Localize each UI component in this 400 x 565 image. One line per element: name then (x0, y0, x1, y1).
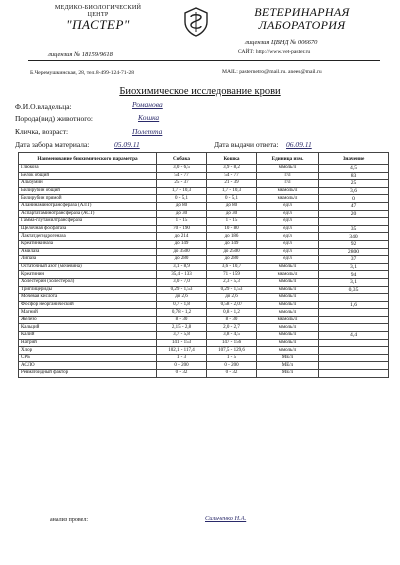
unit-cell: ммоль/л (257, 347, 319, 355)
cat-range-cell: 147 - 156 (207, 339, 257, 347)
cat-range-cell: 10 - 80 (207, 225, 257, 233)
cat-range-cell: 2,0 - 2,7 (207, 324, 257, 332)
value-cell: 25 (319, 180, 389, 188)
dog-range-cell: до 149 (157, 240, 207, 248)
dog-range-cell: 0 - 32 (157, 370, 207, 378)
table-row (19, 180, 389, 188)
parameter-cell: Глюкоза (19, 165, 157, 173)
value-cell (319, 339, 389, 347)
parameter-cell: Креатинкиназа (19, 240, 157, 248)
dog-range-cell: 141 - 153 (157, 339, 207, 347)
dog-range-cell: 3,0 - 7,0 (157, 278, 207, 286)
site-line: САЙТ: http://www.vet-paster.ru (238, 49, 311, 55)
center-header (28, 4, 168, 32)
cat-range-cell: 0 - 32 (207, 370, 257, 378)
cat-range-cell: 21 - 39 (207, 180, 257, 188)
parameter-cell: Мочевая кислота (19, 294, 157, 302)
table-row (19, 271, 389, 279)
value-cell: 47 (319, 202, 389, 210)
dog-range-cell: до 280 (157, 256, 207, 264)
header-unit: Единица изм. (257, 153, 319, 165)
dog-range-cell: 102,1 - 117,4 (157, 347, 207, 355)
cat-range-cell: до 2500 (207, 248, 257, 256)
table-row (19, 301, 389, 309)
dog-range-cell: 0 - 200 (157, 362, 207, 370)
issue-date-value: 06.09.11 (286, 140, 312, 149)
value-cell: 20 (319, 210, 389, 218)
cat-range-cell: 54 - 77 (207, 172, 257, 180)
cat-range-cell: 1 - 5 (207, 354, 257, 362)
cat-range-cell: до 80 (207, 202, 257, 210)
value-cell: 0,35 (319, 286, 389, 294)
value-cell: 0 (319, 195, 389, 203)
parameter-cell: Железо (19, 316, 157, 324)
owner-label: Ф.И.О.владельца: (15, 102, 72, 111)
cat-range-cell: 71 - 159 (207, 271, 257, 279)
cat-range-cell: 0,58 - 2,07 (207, 301, 257, 309)
parameter-cell: Триглицериды (19, 286, 157, 294)
lab-line2: ЛАБОРАТОРИЯ (258, 18, 346, 32)
lab-logo-icon (183, 7, 209, 37)
parameter-cell: Остаточный азот (мочевина) (19, 263, 157, 271)
cat-range-cell: до 186 (207, 233, 257, 241)
parameter-cell: Ревматоидный фактор (19, 370, 157, 378)
unit-cell: ед/л (257, 240, 319, 248)
table-row (19, 332, 389, 340)
unit-cell: ед/л (257, 210, 319, 218)
table-row (19, 233, 389, 241)
parameter-cell: Билирубин общий (19, 187, 157, 195)
dog-range-cell: до 80 (157, 202, 207, 210)
value-cell: 37 (319, 256, 389, 264)
dog-range-cell: 1 - 3 (157, 354, 207, 362)
cat-range-cell: до 30 (207, 210, 257, 218)
unit-cell: ммоль/л (257, 339, 319, 347)
cat-range-cell: 8 - 30 (207, 316, 257, 324)
dog-range-cell: 8 - 30 (157, 316, 207, 324)
mail-line: MAIL: pasternetro@mail.ru. anees@mail.ru (222, 69, 322, 75)
parameter-cell: АСЛО (19, 362, 157, 370)
parameter-cell: Альбумин (19, 180, 157, 188)
species-label: Порода(вид) животного: (15, 114, 93, 123)
unit-cell: ед/л (257, 248, 319, 256)
parameter-cell: СРБ (19, 354, 157, 362)
value-cell: 4,4 (319, 332, 389, 340)
header-divider (28, 60, 380, 61)
value-cell: 3,1 (319, 278, 389, 286)
table-row (19, 172, 389, 180)
value-cell: 1,6 (319, 301, 389, 309)
table-row (19, 370, 389, 378)
unit-cell: ед/л (257, 256, 319, 264)
table-row (19, 278, 389, 286)
center-line1: МЕДИКО-БИОЛОГИЧЕСКИЙ (54, 4, 142, 11)
parameter-cell: Натрий (19, 339, 157, 347)
unit-cell: г/л (257, 180, 319, 188)
lab-line1: ВЕТЕРИНАРНАЯ (254, 5, 350, 19)
unit-cell: ммоль/л (257, 301, 319, 309)
parameter-cell: Хлор (19, 347, 157, 355)
cat-range-cell: 3,6 - 10,7 (207, 263, 257, 271)
dog-range-cell: 0 - 5,1 (157, 195, 207, 203)
unit-cell: ммоль/л (257, 309, 319, 317)
dog-range-cell: 70 - 190 (157, 225, 207, 233)
cat-range-cell: 107,5 - 129,6 (207, 347, 257, 355)
unit-cell: ммоль/л (257, 294, 319, 302)
value-cell (319, 309, 389, 317)
table-row (19, 309, 389, 317)
license-right: лицензия ЦВНД № 006670 (245, 39, 318, 46)
table-row (19, 256, 389, 264)
unit-cell: г/л (257, 172, 319, 180)
parameter-cell: Холестерин (холестерол) (19, 278, 157, 286)
parameter-cell: Лактатдегидрогеназа (19, 233, 157, 241)
value-cell (319, 218, 389, 226)
dog-range-cell: 3,1 - 8,9 (157, 263, 207, 271)
cat-range-cell: 0,8 - 1,2 (207, 309, 257, 317)
cat-range-cell: до 149 (207, 240, 257, 248)
table-row (19, 195, 389, 203)
unit-cell: мкмоль/л (257, 195, 319, 203)
cat-range-cell: до 280 (207, 256, 257, 264)
value-cell: 92 (319, 240, 389, 248)
value-cell (319, 354, 389, 362)
unit-cell: ед/л (257, 225, 319, 233)
table-row (19, 240, 389, 248)
license-left: лицензия № 18159/9618 (48, 51, 113, 58)
performed-label: анализ провел: (50, 517, 88, 523)
value-cell: 340 (319, 233, 389, 241)
value-cell: 35 (319, 225, 389, 233)
unit-cell: мкмоль/л (257, 187, 319, 195)
dog-range-cell: до 214 (157, 233, 207, 241)
sample-date-value: 05.09.11 (114, 140, 140, 149)
table-row (19, 165, 389, 173)
value-cell (319, 347, 389, 355)
value-cell: 94 (319, 271, 389, 279)
cat-range-cell: 2,3 - 5,3 (207, 278, 257, 286)
table-row (19, 362, 389, 370)
table-row (19, 263, 389, 271)
table-row (19, 202, 389, 210)
cat-range-cell: 0,29 - 1,53 (207, 286, 257, 294)
value-cell: 3,6 (319, 187, 389, 195)
cat-range-cell: 3,8 - 4,5 (207, 332, 257, 340)
dog-range-cell: 54 - 77 (157, 172, 207, 180)
parameter-cell: Калий (19, 332, 157, 340)
table-row (19, 225, 389, 233)
unit-cell: ед/л (257, 218, 319, 226)
value-cell (319, 370, 389, 378)
value-cell: 83 (319, 172, 389, 180)
dog-range-cell: 1 - 15 (157, 218, 207, 226)
cat-range-cell: 1 - 15 (207, 218, 257, 226)
dog-range-cell: 1,7 - 10,3 (157, 187, 207, 195)
center-name: "ПАСТЕР" (66, 17, 130, 32)
table-header-row (19, 153, 389, 165)
center-line2: ЦЕНТР (87, 11, 109, 18)
performed-value: Сильченко Н.А. (205, 515, 247, 522)
unit-cell: ммоль/л (257, 165, 319, 173)
table-row (19, 294, 389, 302)
dog-range-cell: 3,0 - 6,5 (157, 165, 207, 173)
unit-cell: МЕ/л (257, 362, 319, 370)
lab-header (232, 6, 372, 32)
parameter-cell: Билирубин прямой (19, 195, 157, 203)
table-row (19, 354, 389, 362)
dog-range-cell: 2,15 - 2,8 (157, 324, 207, 332)
unit-cell: ммоль/л (257, 332, 319, 340)
sample-date-label: Дата забора материала: (15, 140, 90, 149)
header-cat: Кошка (207, 153, 257, 165)
table-row (19, 347, 389, 355)
table-row (19, 248, 389, 256)
parameter-cell: Фосфор неорганический (19, 301, 157, 309)
parameter-cell: Магний (19, 309, 157, 317)
parameter-cell: Липаза (19, 256, 157, 264)
value-cell (319, 324, 389, 332)
value-cell: 3,1 (319, 263, 389, 271)
cat-range-cell: 0 - 5,1 (207, 195, 257, 203)
parameter-cell: Гамма-глутамилтрансфераза (19, 218, 157, 226)
parameter-cell: Аланинаминотрансфераза (АЛТ) (19, 202, 157, 210)
species-value: Кошка (138, 113, 160, 122)
dog-range-cell: до 30 (157, 210, 207, 218)
header-dog: Собака (157, 153, 207, 165)
value-cell (319, 316, 389, 324)
document-title: Биохимическое исследование крови (119, 86, 281, 97)
unit-cell: МЕ/л (257, 354, 319, 362)
unit-cell: ммоль/л (257, 324, 319, 332)
unit-cell: мкмоль/л (257, 271, 319, 279)
dog-range-cell: 0,7 - 1,8 (157, 301, 207, 309)
results-table (18, 152, 389, 378)
unit-cell: МЕ/л (257, 370, 319, 378)
value-cell (319, 362, 389, 370)
name-label: Кличка, возраст: (15, 127, 69, 136)
parameter-cell: Амилаза (19, 248, 157, 256)
header-value: Значение (319, 153, 389, 165)
issue-date-label: Дата выдачи ответа: (214, 140, 279, 149)
dog-range-cell: 25 - 37 (157, 180, 207, 188)
cat-range-cell: 3,9 - 8,2 (207, 165, 257, 173)
value-cell: 2800 (319, 248, 389, 256)
table-row (19, 210, 389, 218)
table-row (19, 286, 389, 294)
unit-cell: ммоль/л (257, 286, 319, 294)
name-value: Полетта (132, 127, 163, 136)
parameter-cell: Щелочная фосфатаза (19, 225, 157, 233)
unit-cell: ммоль/л (257, 278, 319, 286)
unit-cell: ед/л (257, 233, 319, 241)
parameter-cell: Белок общий (19, 172, 157, 180)
unit-cell: ед/л (257, 202, 319, 210)
dog-range-cell: 0,29 - 1,53 (157, 286, 207, 294)
table-row (19, 187, 389, 195)
dog-range-cell: 0,78 - 1,2 (157, 309, 207, 317)
cat-range-cell: до 2,6 (207, 294, 257, 302)
dog-range-cell: до 3500 (157, 248, 207, 256)
parameter-cell: Креатинин (19, 271, 157, 279)
table-row (19, 339, 389, 347)
table-row (19, 324, 389, 332)
value-cell (319, 294, 389, 302)
unit-cell: мкмоль/л (257, 316, 319, 324)
value-cell: 4,5 (319, 165, 389, 173)
parameter-cell: Кальций (19, 324, 157, 332)
owner-value: Романова (132, 100, 163, 109)
unit-cell: ммоль/л (257, 263, 319, 271)
address-line: Б.Черемушкинская, 28, тел.8-499-124-71-28 (30, 70, 135, 76)
cat-range-cell: 1,7 - 10,3 (207, 187, 257, 195)
dog-range-cell: 3,7 - 5,8 (157, 332, 207, 340)
dog-range-cell: 35,4 - 133 (157, 271, 207, 279)
cat-range-cell: 0 - 200 (207, 362, 257, 370)
header-parameter: Наименование биохимического параметра (19, 153, 157, 165)
parameter-cell: Аспартатаминотрансфераза (АСТ) (19, 210, 157, 218)
dog-range-cell: до 2,6 (157, 294, 207, 302)
table-row (19, 316, 389, 324)
table-row (19, 218, 389, 226)
